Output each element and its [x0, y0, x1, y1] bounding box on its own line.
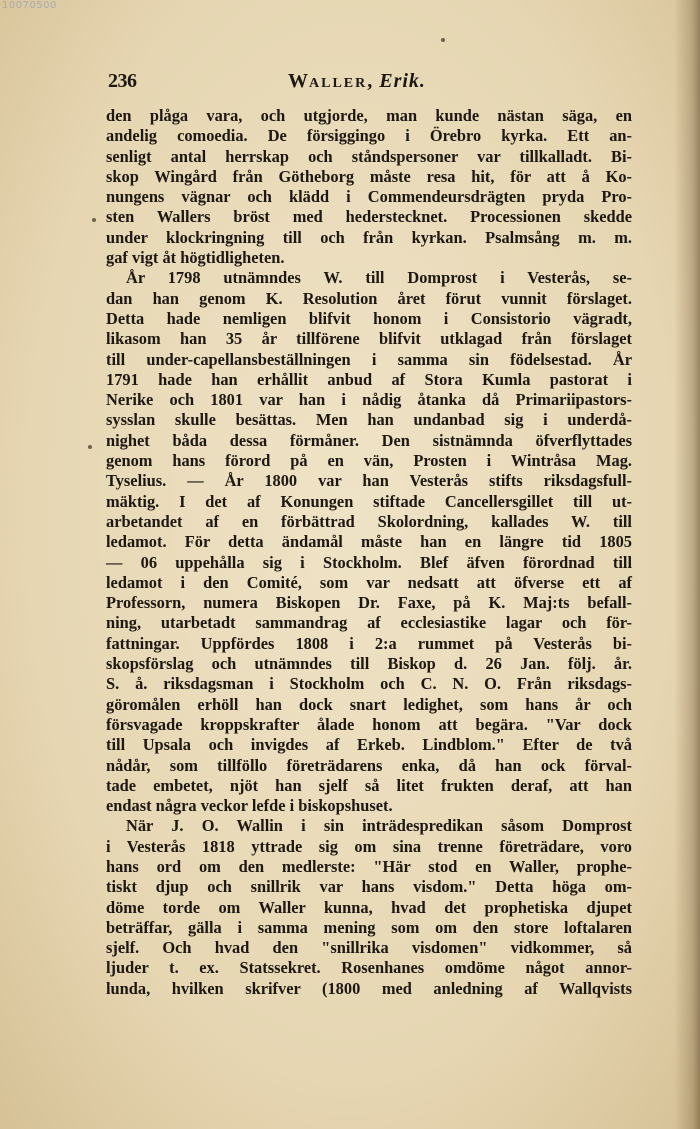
text-line: skopsförslag och utnämndes till Biskop d. 26 Jan. följ. år.: [106, 654, 632, 674]
text-line: fattningar. Uppfördes 1808 i 2:a rummet på Vesterås bi-: [106, 633, 632, 653]
text-line: När J. O. Wallin i sin inträdespredikan såsom Domprost: [126, 816, 632, 836]
running-head-title: [288, 70, 426, 93]
text-line: hans ord om den medlerste: "Här stod en Waller, prophe-: [106, 856, 632, 876]
body-text: [106, 106, 632, 999]
text-line: i Vesterås 1818 yttrade sig om sina trenne företrädare, voro: [106, 836, 632, 856]
text-line: mäktig. I det af Konungen stiftade Cancellersgillet till ut-: [106, 491, 632, 511]
text-line: skop Wingård från Götheborg måste resa hit, för att å Ko-: [106, 166, 632, 186]
ink-speck: [441, 38, 445, 42]
text-line: ledamot. För detta ändamål måste han en längre tid 1805: [106, 532, 632, 552]
scan-identifier: 10070500: [2, 0, 57, 11]
text-line: 1791 hade han erhållit anbud af Stora Kumla pastorat i: [106, 369, 632, 389]
text-line: ning, utarbetadt sammandrag af ecclesiastike lagar och för-: [106, 613, 632, 633]
text-line: nungens vägnar och klädd i Commendeursdrägten pryda Pro-: [106, 187, 632, 207]
head-surname: aller: [309, 70, 368, 92]
page-spine-shadow: [674, 0, 700, 1129]
text-line: nådår, som tillföllo företrädarens enka, då han ock förval-: [106, 755, 632, 775]
text-line: gaf vigt åt högtidligheten.: [106, 248, 285, 268]
text-line: endast några veckor lefde i biskopshuset.: [106, 796, 393, 816]
text-line: försvagade kroppskrafter ålade honom att begära. "Var dock: [106, 714, 632, 734]
text-line: döme torde om Waller kunna, hvad det prophetiska djupet: [106, 897, 632, 917]
text-line: ljuder t. ex. Statssekret. Rosenhanes omdöme något annor-: [106, 958, 632, 978]
running-head: [108, 70, 628, 100]
text-line: genom hans förord på en vän, Prosten i Wintråsa Mag.: [106, 451, 632, 471]
text-line: dan han genom K. Resolution året förut vunnit förslaget.: [106, 288, 632, 308]
text-line: sten Wallers bröst med hederstecknet. Processionen skedde: [106, 207, 632, 227]
head-given-name: Erik.: [379, 70, 426, 92]
text-line: beträffar, gälla i samma mening som om den store loftalaren: [106, 917, 632, 937]
text-line: Detta hade nemligen blifvit honom i Consistorio vägradt,: [106, 308, 632, 328]
text-line: sysslan skulle besättas. Men han undanbad sig i underdå-: [106, 410, 632, 430]
head-comma: ,: [367, 70, 374, 92]
text-line: — 06 uppehålla sig i Stockholm. Blef äfven förordnad till: [106, 552, 632, 572]
text-line: sjelf. Och hvad den "snillrika visdomen" vidkommer, så: [106, 938, 632, 958]
head-initial: W: [288, 70, 309, 92]
text-line: nighet båda dessa förmåner. Den sistnämnda öfverflyttades: [106, 430, 632, 450]
text-line: till Upsala och invigdes af Erkeb. Lindblom." Efter de två: [106, 735, 632, 755]
text-line: under klockringning till och från kyrkan. Psalmsång m. m.: [106, 227, 632, 247]
text-line: senligt antal herrskap och ståndspersoner var tillkalladt. Bi-: [106, 146, 632, 166]
text-line: lunda, hvilken skrifver (1800 med anledning af Wallqvists: [106, 978, 632, 998]
text-line: göromålen erhöll han dock snart ledighet, som hans år och: [106, 694, 632, 714]
text-line: S. å. riksdagsman i Stockholm och C. N. O. Från riksdags-: [106, 674, 632, 694]
text-line: likasom han 35 år tillförene blifvit utklagad från förslaget: [106, 329, 632, 349]
ink-speck: [88, 445, 92, 449]
text-line: andelig comoedia. De försiggingo i Örebro kyrka. Ett an-: [106, 126, 632, 146]
ink-speck: [92, 218, 96, 222]
text-line: den plåga vara, och utgjorde, man kunde nästan säga, en: [106, 106, 632, 125]
text-line: tiskt djup och snillrik var hans visdom." Detta höga om-: [106, 877, 632, 897]
text-line: arbetandet af en förbättrad Skolordning, kallades W. till: [106, 511, 632, 531]
text-line: ledamot i den Comité, som var nedsatt att öfverse ett af: [106, 572, 632, 592]
text-line: Professorn, numera Biskopen Dr. Faxe, på K. Maj:ts befall-: [106, 593, 632, 613]
text-line: Tyselius. — År 1800 var han Vesterås stifts riksdagsfull-: [106, 471, 632, 491]
text-line: Nerike och 1801 var han i nådig åtanka då Primariipastors-: [106, 390, 632, 410]
text-line: År 1798 utnämndes W. till Domprost i Vesterås, se-: [126, 268, 632, 288]
text-line: tade embetet, njöt han sjelf så litet frukten deraf, att han: [106, 775, 632, 795]
page-number: 236: [108, 70, 137, 92]
text-line: till under-capellansbeställningen i samma sin födelsestad. År: [106, 349, 632, 369]
